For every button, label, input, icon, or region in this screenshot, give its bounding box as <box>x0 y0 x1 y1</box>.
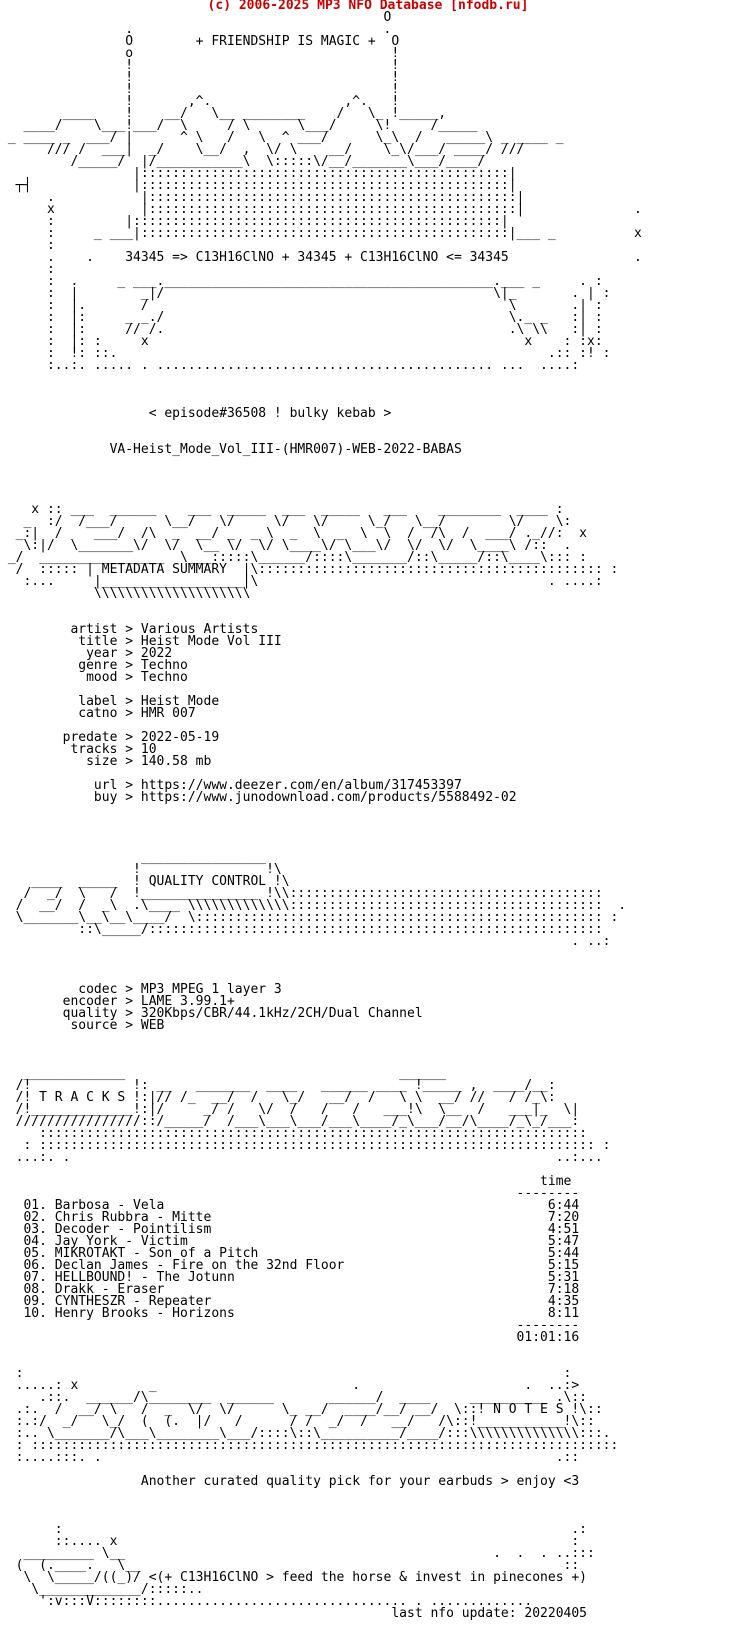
nfo-line: / _/ \ / !_______________ !\\:::::::::::::::::::::::::::::::::::::::: <box>0 886 603 901</box>
nfo-line: _:| / ___/ /\ _ __/ _ _ \ _ \ _ \ \ / /\ / ___/ ._//: x <box>0 526 587 541</box>
nfo-line: .:. / __/ \ / _ \/ \/ \_ __/ ____/__/ __/ \::! N O T E S !\:: <box>0 1402 603 1417</box>
nfo-line: _ ____ _ ___/ | ^ \ / \ ^ ___/ \_\ / _____\ _ ____ _ <box>0 130 564 145</box>
nfo-line: . ..: <box>0 934 611 949</box>
nfo-line: 06. Declan James - Fire on the 32nd Floor 5:15 <box>0 1258 580 1273</box>
nfo-line: catno > HMR 007 <box>0 706 196 721</box>
nfo-line: < episode#36508 ! bulky kebab > <box>0 406 392 421</box>
nfo-line: Another curated quality pick for your earbuds > enjoy <3 <box>0 1474 580 1489</box>
nfo-line: ! ,^. ,^. ! <box>0 94 400 109</box>
nfo-line <box>0 384 736 396</box>
nfo-line: 05. MIKROTAKT - Son of a Pitch 5:44 <box>0 1246 580 1261</box>
nfo-line: : |: : x x : :x: <box>0 334 603 349</box>
nfo-line: /!_____________!:|/ _/ / \/ / / / ___!\ \__ / ___|_ \| <box>0 1102 580 1117</box>
nfo-line: encoder > LAME 3.99.1+ <box>0 994 235 1009</box>
nfo-line <box>0 456 736 468</box>
nfo-line: tracks > 10 <box>0 742 157 757</box>
nfo-line: ::\_____/:::::::::::::::::::::::::::::::::::::::::::::::::::::::::: <box>0 922 603 937</box>
nfo-line: url > https://www.deezer.com/en/album/317453397 <box>0 778 462 793</box>
nfo-line: ::.... x : <box>0 1534 580 1549</box>
nfo-line: |:::::::::::::::::::::::::::::::::::::::::::::::| <box>0 166 517 181</box>
nfo-line: 04. Jay York - Victim 5:47 <box>0 1234 580 1249</box>
nfo-line: x |:::::::::::::::::::::::::::::::::::::::::::::::| . <box>0 202 642 217</box>
nfo-line: :....:::. . .:: <box>0 1450 580 1465</box>
nfo-line: buy > https://www.junodownload.com/products/5588492-02 <box>0 790 517 805</box>
nfo-line: artist > Various Artists <box>0 622 259 637</box>
nfo-line: _________ \__ . . . ..::: <box>0 1546 595 1561</box>
nfo-line: \\\\\\\\\\\\\\\\\\\\ <box>0 586 251 601</box>
nfo-line: ________________ <box>0 850 267 865</box>
nfo-line <box>0 420 736 432</box>
nfo-line: O <box>0 10 392 25</box>
nfo-line: : ::::::::::::::::::::::::::::::::::::::::::::::::::::::::::::::::::::::: : <box>0 1138 611 1153</box>
nfo-line <box>0 468 736 480</box>
nfo-line: 07. HELLBOUND! - The Jotunn 5:31 <box>0 1270 580 1285</box>
nfo-line: : <box>0 238 55 253</box>
site-header-link[interactable]: (c) 2006-2025 MP3 NFO Database [nfodb.ru] <box>207 0 529 13</box>
nfo-line: /_____/ |/___________\ \:::::\/__/_______\___/____/ <box>0 154 486 169</box>
nfo-line: _ :/ /___/ \__/ \/ \/ \/ \_/ \__/ \/ \: <box>0 514 572 529</box>
nfo-line: o ! <box>0 46 400 61</box>
nfo-line: ':v:::V::::::::................................ . ............. <box>0 1594 533 1609</box>
nfo-line <box>0 1044 736 1056</box>
nfo-line <box>0 816 736 828</box>
nfo-line: : !: ::. .:: :! : <box>0 346 611 361</box>
nfo-line <box>0 1032 736 1044</box>
nfo-line: 01:01:16 <box>0 1330 580 1345</box>
nfo-line <box>0 372 736 384</box>
nfo-line: / __/ / _\ .\____ \\\\\\\\\\\\\:::::::::::::::::::::::::::::::::::::::: . <box>0 898 627 913</box>
nfo-line: /// / ___| _/ \__/ , \/ \ __/ \_\/___/ ____/ /// <box>0 142 525 157</box>
nfo-line: ...:. . ..:... <box>0 1150 603 1165</box>
nfo-line: _/ ________________ \___:::::\______/::::\_______/::\_____/::\____\::: : <box>0 550 587 565</box>
nfo-line: . . 34345 => C13H16ClNO + 34345 + C13H16ClNO <= 34345 . <box>0 250 642 265</box>
nfo-line <box>0 600 736 612</box>
nfo-line: ____ ! __/ \__ ________ / \_ !_____, <box>0 106 447 121</box>
nfo-line: title > Heist Mode Vol III <box>0 634 282 649</box>
nfo-line: : |: _ _./ \._ _ :| : <box>0 310 603 325</box>
nfo-line: 09. CYNTHESZR - Repeater 4:35 <box>0 1294 580 1309</box>
nfo-line: VA-Heist_Mode_Vol_III-(HMR007)-WEB-2022-BABAS <box>0 442 462 457</box>
nfo-line <box>0 1344 736 1356</box>
nfo-line: ! ! <box>0 70 400 85</box>
nfo-line: .::. ______/\________ ______ ______/ ____ __________ .\:: <box>0 1390 587 1405</box>
nfo-line: year > 2022 <box>0 646 173 661</box>
nfo-line: .....: x _ . . ..:> <box>0 1378 580 1393</box>
nfo-line: ____/ \___!___/ \ / \ \___/ \! /_____ <box>0 118 478 133</box>
nfo-line: -------- <box>0 1186 580 1201</box>
nfo-line <box>0 1488 736 1500</box>
nfo-line: -------- <box>0 1318 580 1333</box>
nfo-line: / ::::: | METADATA SUMMARY |\:::::::::::::::::::::::::::::::::::::::::::: : <box>0 562 619 577</box>
nfo-line: ┬┤ |:::::::::::::::::::::::::::::::::::::::::::::::| <box>0 178 517 193</box>
nfo-line: \_______\__\__\____/ \:::::::::::::::::::::::::::::::::::::::::::::::::::: : <box>0 910 619 925</box>
nfo-line: \:|/ \_______\/ \/ \__ \/ \/ \____\/ \___\/ \/ \/ \____\ /:: . <box>0 538 572 553</box>
nfo-line: ! ! <box>0 82 400 97</box>
nfo-line: : |:::::::::::::::::::::::::::::::::::::::::::::::| <box>0 214 509 229</box>
nfo-line: 02. Chris Rubbra - Mitte 7:20 <box>0 1210 580 1225</box>
nfo-line: predate > 2022-05-19 <box>0 730 220 745</box>
nfo-line: codec > MP3 MPEG 1 layer 3 <box>0 982 282 997</box>
nfo-line: . . <box>0 22 392 37</box>
nfo-line: ! ! <box>0 58 400 73</box>
nfo-line <box>0 828 736 840</box>
nfo-line: 03. Decoder - Pointilism 4:51 <box>0 1222 580 1237</box>
nfo-line: /! !: __ _______ ____ ______ ____ !_____ , ____/__: <box>0 1078 556 1093</box>
nfo-line: :::::::::::::::::::::::::::::::::::::::::::::::::::::::::::::::::::::: <box>0 1126 587 1141</box>
nfo-line: : : <box>0 1366 572 1381</box>
nfo-line: source > WEB <box>0 1018 165 1033</box>
nfo-line: 10. Henry Brooks - Horizons 8:11 <box>0 1306 580 1321</box>
nfo-line: /! T R A C K S !:|// /_ __/ / \_/ __/ / \ \ __/ // / /_\: <box>0 1090 556 1105</box>
nfo-line <box>0 960 736 972</box>
nfo-line: \_____________/:::::.. <box>0 1582 204 1597</box>
nfo-line: mood > Techno <box>0 670 188 685</box>
nfo-line: O + FRIENDSHIP IS MAGIC + O <box>0 34 400 49</box>
nfo-line: 01. Barbosa - Vela 6:44 <box>0 1198 580 1213</box>
nfo-line: :..:. ..... . ........................................... ... ....: <box>0 358 580 373</box>
nfo-line: : _ ___|:::::::::::::::::::::::::::::::::::::::::::::::|___ _ x <box>0 226 642 241</box>
nfo-line: ( (.____. \__ :: <box>0 1558 580 1573</box>
nfo-line: label > Heist Mode <box>0 694 220 709</box>
nfo-line <box>0 1500 736 1512</box>
nfo-line: ____ _____ ! QUALITY CONTROL !\ <box>0 874 290 889</box>
nfo-line: ! !\ <box>0 862 282 877</box>
nfo-line: quality > 320Kbps/CBR/44.1kHz/2CH/Dual Channel <box>0 1006 423 1021</box>
nfo-line: :.. \_______/\___\________\___/::::\::\__________/____/:::\\\\\\\\\\\\\\:::. <box>0 1426 611 1441</box>
nfo-line: \ \_____/((_)/ <(+ C13H16ClNO > feed the horse & invest in pinecones +) <box>0 1570 587 1585</box>
nfo-line: last nfo update: 20220405 <box>0 1606 587 1621</box>
nfo-line: 08. Drakk - Eraser 7:18 <box>0 1282 580 1297</box>
nfo-line: :... |__________________|\ . ....: <box>0 574 603 589</box>
nfo-line <box>0 948 736 960</box>
nfo-line: : <box>0 262 55 277</box>
nfo-line: : |: // /. .\ \\ :| : <box>0 322 603 337</box>
nfo-line: : | _|/ \|_ . | : <box>0 286 611 301</box>
nfo-line: time <box>0 1174 572 1189</box>
nfo-line: : |. / \ .| : <box>0 298 603 313</box>
nfo-line: : . _ ___.__________________________________________.___ _ . : <box>0 274 603 289</box>
nfo-line: . |:::::::::::::::::::::::::::::::::::::::::::::::| <box>0 190 525 205</box>
nfo-line: ////////////////::/_____/ /___\___\___/___\____/_\___/__/\____/_\_/___: <box>0 1114 580 1129</box>
nfo-line <box>0 480 736 492</box>
nfo-line <box>0 804 736 816</box>
nfo-line: :.:/ _/ \_/ ( (. |/ / / / _/ / __/ /\::!___________!\:: <box>0 1414 595 1429</box>
nfo-line: : .: <box>0 1522 587 1537</box>
nfo-line: size > 140.58 mb <box>0 754 212 769</box>
nfo-line: genre > Techno <box>0 658 188 673</box>
nfo-line: _____________ ______ <box>0 1066 447 1081</box>
nfo-line: : ::::::::::::::::::::::::::::::::::::::::::::::::::::::::::::::::::::::::::: <box>0 1438 619 1453</box>
nfo-line: x :: ___ ______ ___ _____ ___ _____ ___ ________ ____ : <box>0 502 564 517</box>
